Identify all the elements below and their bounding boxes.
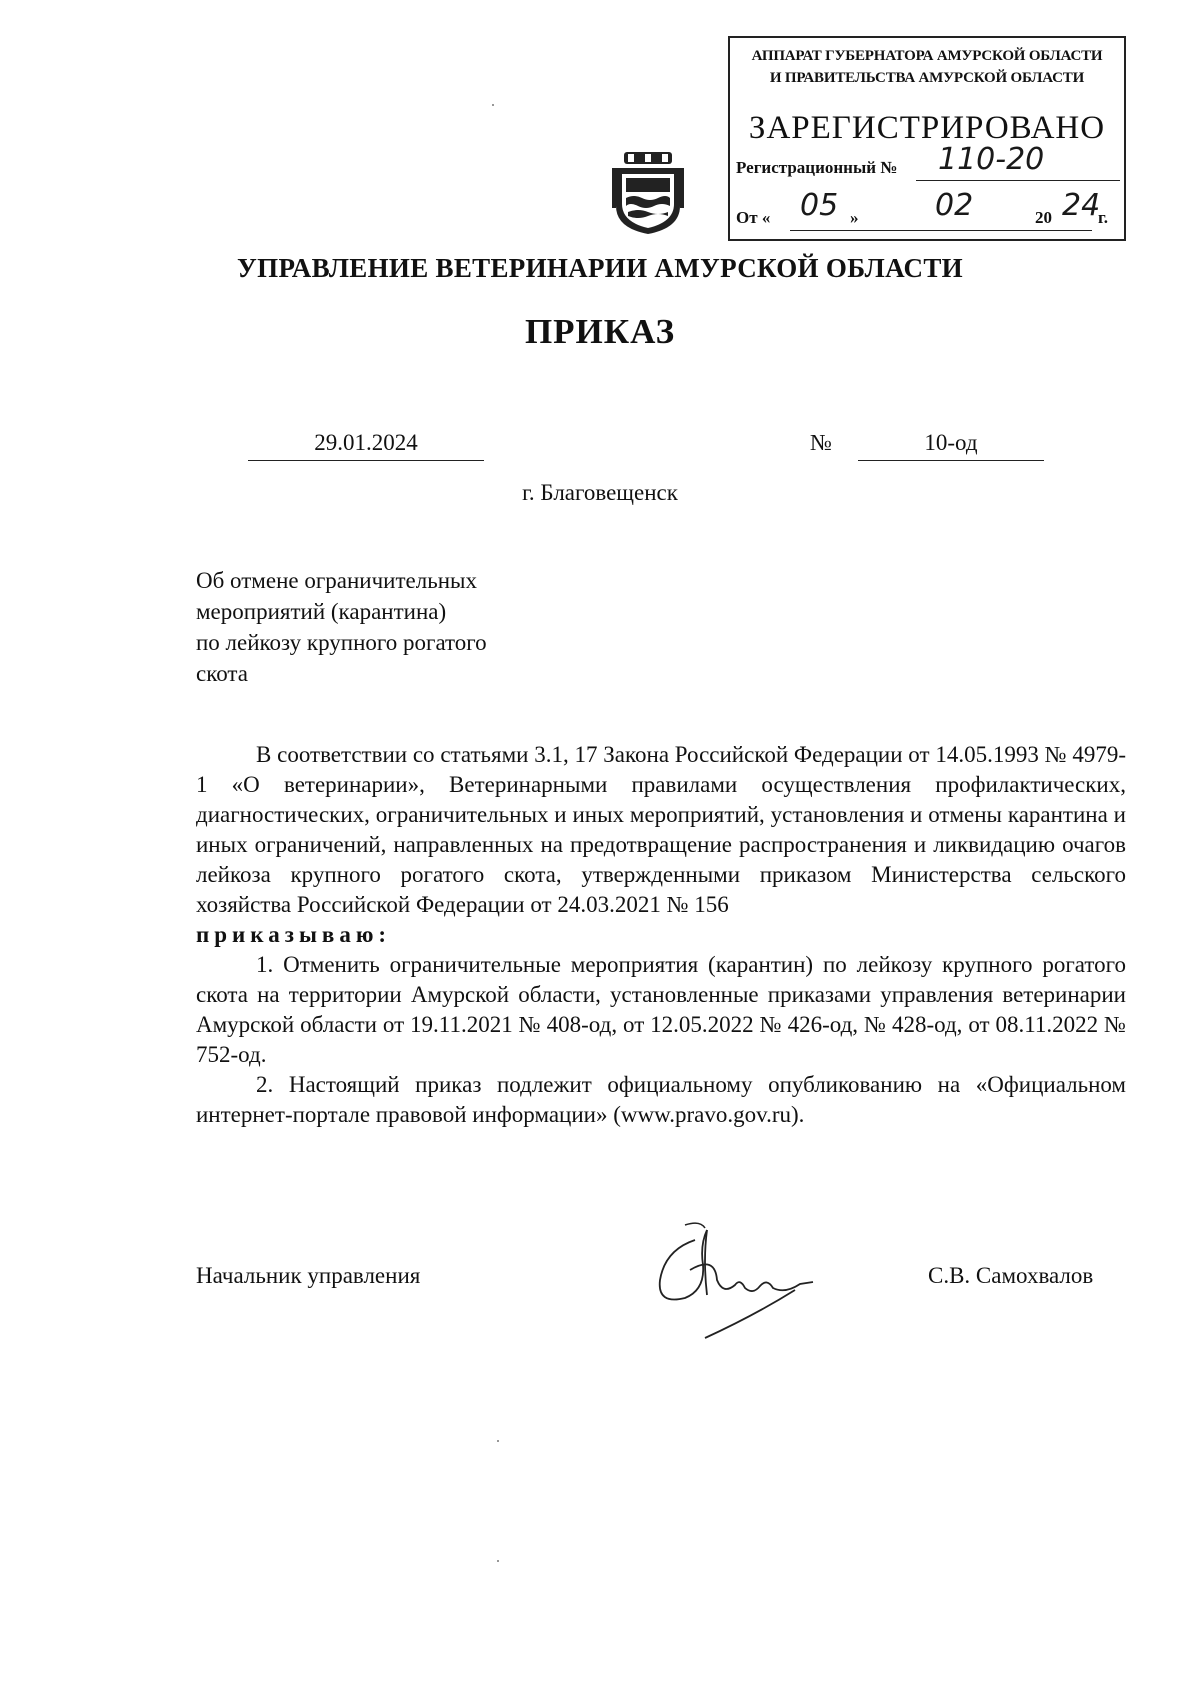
- subject-line: мероприятий (карантина): [196, 599, 447, 624]
- order-subject: [196, 565, 596, 689]
- stamp-office-line2: И ПРАВИТЕЛЬСТВА АМУРСКОЙ ОБЛАСТИ: [769, 70, 1085, 86]
- preamble-paragraph: В соответствии со статьями 3.1, 17 Закона Российской Федерации от 14.05.1993 № 4979-1 «О ветеринарии», Ветеринарными правилами осуществления профилактических, диагностических, ограничительных и иных мероприятий, установления и отмены карантина и иных ограничений, направленных на предотвращение распространения и ликвидацию очагов лейкоза крупного рогатого скота, утвержденными приказом Министерства сельского хозяйства Российской Федерации от 24.03.2021 № 156: [196, 742, 1126, 917]
- signatory-position: Начальник управления: [196, 1263, 421, 1288]
- handwritten-signature: [645, 1220, 830, 1340]
- stamp-office-line1: АППАРАТ ГУБЕРНАТОРА АМУРСКОЙ ОБЛАСТИ: [751, 48, 1103, 64]
- number-underline: [858, 460, 1044, 461]
- stamp-reg-number: 110-20: [938, 142, 1045, 177]
- stamp-reg-underline: [916, 180, 1120, 181]
- city: г. Благовещенск: [522, 480, 678, 505]
- signatory-name: С.В. Самохвалов: [928, 1263, 1094, 1288]
- stamp-reg-label: Регистрационный №: [736, 158, 898, 177]
- agency-heading: УПРАВЛЕНИЕ ВЕТЕРИНАРИИ АМУРСКОЙ ОБЛАСТИ: [237, 253, 963, 283]
- order-date: 29.01.2024: [314, 430, 418, 455]
- stamp-from-label: От «: [736, 208, 771, 227]
- stamp-registered-label: ЗАРЕГИСТРИРОВАНО: [748, 110, 1106, 146]
- subject-line: Об отмене ограничительных: [196, 568, 477, 593]
- stamp-year-end: г.: [1098, 208, 1109, 227]
- stamp-year-suffix: 24: [1062, 188, 1101, 223]
- stamp-year-prefix: 20: [1035, 208, 1052, 227]
- order-word: приказываю:: [196, 922, 392, 947]
- stamp-close-quote: »: [850, 208, 859, 227]
- stamp-date-underline: [790, 230, 1092, 231]
- document-title: ПРИКАЗ: [524, 312, 676, 351]
- stamp-month: 02: [935, 188, 974, 223]
- scan-speck: [497, 1560, 499, 1562]
- date-underline: [248, 460, 484, 461]
- order-item-1: 1. Отменить ограничительные мероприятия (карантин) по лейкозу крупного рогатого скота на территории Амурской области, установленные приказами управления ветеринарии Амурской области от 19.11.2021 № 408-од, от 12.05.2022 № 426-од, № 428-од, от 08.11.2022 № 752-од.: [196, 952, 1126, 1067]
- scan-speck: [492, 104, 494, 106]
- number-sign: №: [810, 430, 832, 455]
- registration-stamp: [728, 36, 1126, 241]
- order-item-2: 2. Настоящий приказ подлежит официальному опубликованию на «Официальном интернет-портале правовой информации» (www.pravo.gov.ru).: [196, 1072, 1126, 1127]
- order-body: [196, 740, 1126, 1130]
- subject-line: по лейкозу крупного рогатого: [196, 630, 487, 655]
- subject-line: скота: [196, 661, 248, 686]
- coat-of-arms-icon: [612, 150, 684, 236]
- stamp-day: 05: [800, 188, 839, 223]
- scan-speck: [497, 1440, 499, 1442]
- order-number: 10-од: [924, 430, 978, 455]
